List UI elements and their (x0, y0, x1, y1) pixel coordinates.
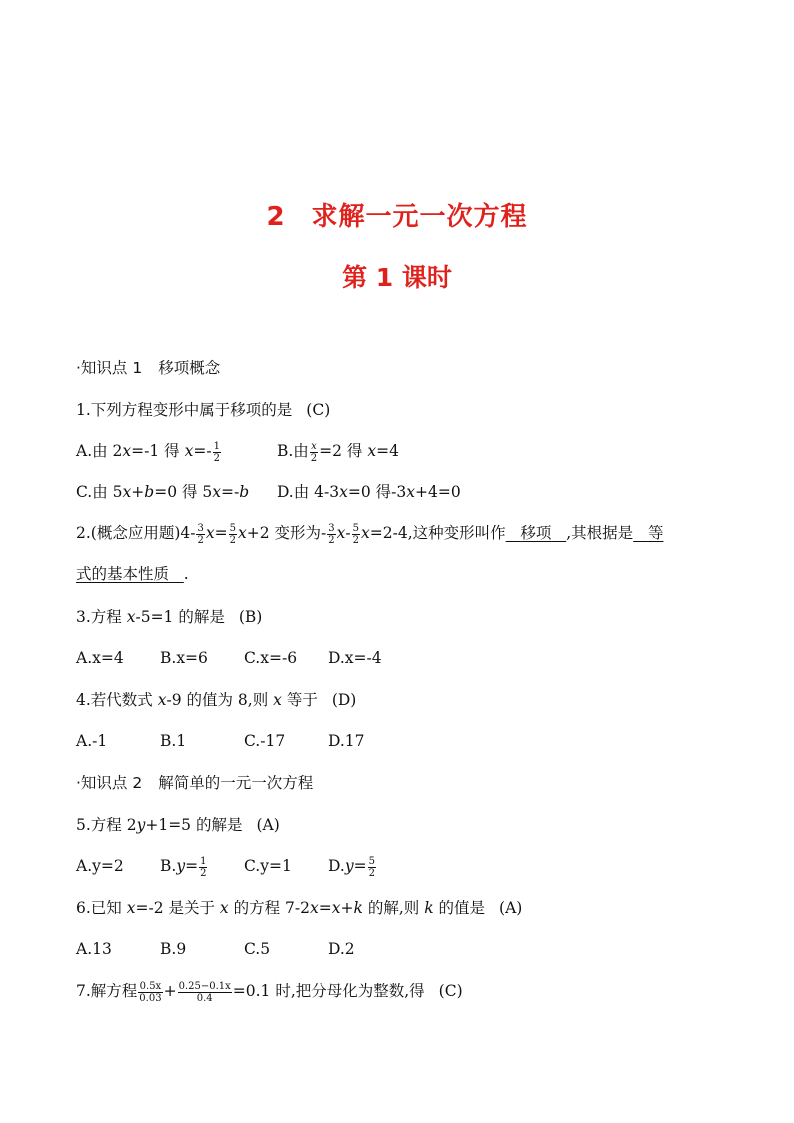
var-y: y (176, 857, 186, 875)
option-d: D.2 (328, 940, 355, 958)
option-d (328, 855, 377, 879)
denominator: 2 (197, 534, 204, 546)
question-6-options (76, 938, 355, 960)
question-text: 的解,则 (362, 899, 425, 917)
denominator: 0.03 (139, 992, 162, 1004)
lesson-title-text: 求解一元一次方程 (311, 202, 528, 232)
fraction (352, 523, 360, 546)
question-2-continued (76, 563, 189, 585)
question-text: 的方程 7-2 (228, 899, 310, 917)
question-answer: (A) (256, 816, 280, 834)
question-7 (76, 980, 463, 1004)
var-x: x (205, 524, 215, 542)
denominator: 2 (328, 534, 335, 546)
lesson-subtitle: 第 1 课时 (342, 263, 452, 292)
denominator: 2 (200, 867, 207, 879)
option-text: A.由 2 (76, 442, 123, 460)
question-text: 3.方程 (76, 608, 127, 626)
question-text: - (345, 524, 351, 542)
option-text: = (185, 857, 199, 875)
var-x: x (184, 442, 194, 460)
option-text: =-1 得 (131, 442, 185, 460)
fraction (196, 523, 204, 546)
question-text: + (163, 982, 177, 1000)
option-text: +4=0 (415, 483, 461, 501)
question-text: 4.若代数式 (76, 691, 158, 709)
question-text: -5=1 的解是 (135, 608, 225, 626)
question-text: 5.方程 2 (76, 816, 137, 834)
option-text: C.由 5 (76, 483, 123, 501)
question-answer: (B) (238, 608, 263, 626)
denominator: 2 (310, 452, 318, 464)
denominator: 2 (368, 867, 375, 879)
var-x: x (310, 899, 319, 917)
option-b: B.1 (160, 732, 187, 750)
var-x: x (122, 442, 132, 460)
question-answer: (A) (499, 899, 523, 917)
fraction (327, 523, 335, 546)
question-text: 的值是 (433, 899, 486, 917)
var-k: k (353, 899, 363, 917)
fraction (368, 856, 376, 879)
var-x: x (361, 524, 370, 542)
numerator: 3 (197, 522, 204, 534)
option-text: B.由 (276, 442, 309, 460)
section-label: ·知识点 2 (76, 774, 143, 792)
var-x: x (157, 691, 167, 709)
question-text: 6.已知 (76, 899, 127, 917)
lesson-title (0, 196, 794, 233)
section-name: 解简单的一元一次方程 (158, 774, 314, 792)
question-1 (76, 399, 330, 421)
var-x: x (126, 899, 136, 917)
var-y: y (344, 857, 354, 875)
question-5-options (76, 855, 377, 879)
option-text: =2 得 (319, 442, 368, 460)
option-text: + (131, 483, 145, 501)
option-b (277, 440, 399, 464)
numerator: 3 (328, 522, 335, 534)
option-text: = (353, 857, 367, 875)
var-b: b (144, 483, 155, 501)
question-1-options-row-1 (76, 440, 399, 464)
question-text: -9 的值为 8,则 (166, 691, 274, 709)
option-text: =0 得-3 (347, 483, 407, 501)
option-d (277, 481, 461, 503)
blank-answer: 移项 (520, 524, 552, 542)
numerator: 1 (213, 440, 220, 452)
section-name: 移项概念 (158, 359, 221, 377)
option-d: D.17 (328, 732, 365, 750)
option-c: C.-17 (244, 732, 286, 750)
numerator: 1 (200, 855, 207, 867)
question-text: . (183, 565, 189, 583)
option-a: A.y=2 (76, 857, 124, 875)
fraction (229, 523, 237, 546)
var-x: x (331, 899, 341, 917)
option-a: A.13 (76, 940, 112, 958)
numerator: 5 (229, 522, 236, 534)
var-x: x (126, 608, 136, 626)
section-label: ·知识点 1 (76, 359, 143, 377)
option-text: B. (160, 857, 177, 875)
question-text: = (318, 899, 332, 917)
question-4 (76, 689, 356, 711)
var-b: b (239, 483, 250, 501)
question-answer: (D) (331, 691, 357, 709)
question-text: =0.1 时,把分母化为整数,得 (232, 982, 425, 1000)
option-c: C.x=-6 (244, 649, 298, 667)
var-x: x (406, 483, 416, 501)
numerator: 0.25−0.1x (178, 980, 231, 992)
option-a: A.-1 (76, 732, 108, 750)
question-1-options-row-2 (76, 481, 461, 503)
question-text: 2.(概念应用题)4- (76, 524, 196, 542)
blank-answer: 等 (647, 524, 664, 542)
answer-blank-1 (506, 524, 567, 542)
var-x: x (273, 691, 282, 709)
denominator: 2 (229, 534, 236, 546)
question-text: + (340, 899, 354, 917)
fraction (178, 981, 232, 1004)
fraction (213, 441, 221, 464)
question-text: ,其根据是 (566, 524, 634, 542)
var-x: x (219, 899, 229, 917)
section-heading-1 (76, 357, 220, 379)
numerator: 5 (352, 522, 359, 534)
question-5 (76, 814, 280, 836)
var-k: k (424, 899, 434, 917)
fraction (138, 981, 162, 1004)
question-4-options (76, 730, 365, 752)
question-2 (76, 522, 663, 546)
section-heading-2 (76, 772, 313, 794)
question-answer: (C) (438, 982, 463, 1000)
var-x: x (122, 483, 132, 501)
option-c (76, 481, 272, 503)
question-text: =2-4,这种变形叫作 (369, 524, 506, 542)
option-b: B.9 (160, 940, 187, 958)
option-c: C.y=1 (244, 857, 292, 875)
question-3 (76, 606, 262, 628)
denominator: 2 (352, 534, 359, 546)
var-x: x (367, 442, 377, 460)
option-text: D. (328, 857, 345, 875)
answer-blank-2a (633, 524, 663, 542)
question-text: =-2 是关于 (135, 899, 220, 917)
numerator: 5 (368, 855, 375, 867)
question-text: = (214, 524, 228, 542)
question-3-options (76, 647, 382, 669)
fraction (199, 856, 207, 879)
numerator: 0.5x (139, 980, 162, 992)
question-text: 7.解方程 (76, 982, 138, 1000)
question-text: +1=5 的解是 (145, 816, 243, 834)
option-text: =0 得 5 (154, 483, 213, 501)
question-text: +2 变形为- (246, 524, 327, 542)
question-6 (76, 897, 522, 919)
option-text: =4 (376, 442, 399, 460)
option-a (76, 440, 272, 464)
option-text: D.由 4-3 (276, 483, 340, 501)
var-x: x (336, 524, 346, 542)
var-x: x (339, 483, 348, 501)
option-text: =- (221, 483, 240, 501)
var-x: x (237, 524, 247, 542)
denominator: 0.4 (196, 992, 213, 1004)
option-b: B.x=6 (160, 649, 208, 667)
denominator: 2 (213, 452, 220, 464)
option-a: A.x=4 (76, 649, 124, 667)
fraction (310, 441, 318, 464)
question-stem: 1.下列方程变形中属于移项的是 (76, 401, 293, 419)
option-text: =- (193, 442, 212, 460)
option-c: C.5 (244, 940, 271, 958)
var-x: x (212, 483, 222, 501)
option-d: D.x=-4 (328, 649, 382, 667)
numerator: x (311, 440, 317, 452)
question-answer: (C) (306, 401, 331, 419)
question-text: 等于 (281, 691, 318, 709)
answer-blank-2b (76, 565, 184, 583)
option-b (160, 855, 244, 879)
blank-answer: 式的基本性质 (76, 565, 170, 583)
var-y: y (136, 816, 146, 834)
lesson-number: 2 (266, 202, 286, 232)
